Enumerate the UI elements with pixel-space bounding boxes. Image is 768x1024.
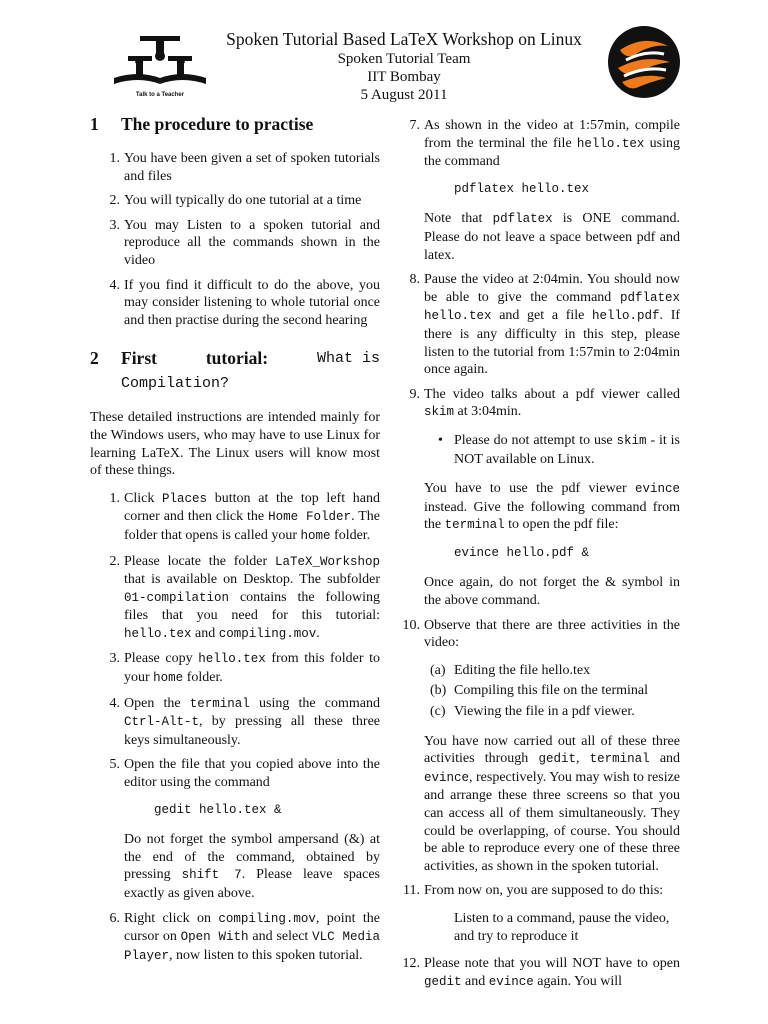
section-2-heading: 2 First tutorial: What is Compilation? (90, 348, 380, 393)
list-item: 2. Please locate the folder LaTeX_Workshop that is available on Desktop. The subfolder 01-compilation contains the following files that you need for this tutorial: hello.tex and compiling.mov. (90, 553, 380, 644)
activities-list (424, 662, 680, 721)
document-date: 5 August 2011 (360, 87, 448, 103)
logo-caption: Talk to a Teacher (135, 92, 185, 98)
spoken-tutorial-logo (606, 24, 682, 100)
item-number: 11. (403, 883, 420, 899)
steps-list (90, 490, 380, 966)
list-item: 10. Observe that there are three activities in the video: (a) Editing the file hello.tex (b) Compiling this file on the terminal (c) Viewing the file in a pdf viewer. You have now carried out all of these three activities through gedit, terminal and evince, respectively. You may wish to resize and arrange these three screens so that you can access all of them simultaneously. They could be overlapping, of course. You should be able to reproduce every one of these three activities, as shown in the spoken tutorial. (400, 617, 680, 876)
item-text: You have been given a set of spoken tutorials and files (124, 151, 380, 184)
document-title: Spoken Tutorial Based LaTeX Workshop on Linux (226, 29, 582, 49)
activity-item: (b) Compiling this file on the terminal (430, 683, 649, 699)
command-block: pdflatex hello.tex (454, 181, 590, 196)
right-column (400, 117, 680, 998)
steps-list-continued (400, 117, 680, 991)
list-item: 7. As shown in the video at 1:57min, compile from the terminal the file hello.tex using the command pdflatex hello.tex Note that pdflatex is ONE command. Please do not leave a space between pdf and latex. (400, 117, 680, 264)
item-number: 3. (109, 651, 120, 667)
item-number: 3. (109, 217, 120, 233)
list-item: 3. Please copy hello.tex from this folder to your home folder. (90, 650, 380, 687)
item-number: 10. (402, 617, 420, 633)
item-number: 6. (109, 910, 120, 926)
list-item (90, 277, 380, 330)
list-item: 5. Open the file that you copied above into the editor using the command gedit hello.tex & Do not forget the symbol ampersand (&) at the end of the command, obtained by pressing shift 7. Please leave spaces exactly as given above. (90, 756, 380, 902)
item-number: 4. (109, 695, 120, 711)
list-item: 4. Open the terminal using the command Ctrl-Alt-t, by pressing all these three keys simultaneously. (90, 695, 380, 750)
item-number: 9. (409, 386, 420, 402)
talk-to-a-teacher-logo (112, 34, 208, 100)
list-item: 1. Click Places button at the top left hand corner and then click the Home Folder. The folder that opens is called your home folder. (90, 490, 380, 546)
item-number: 1. (109, 151, 120, 166)
institute: IIT Bombay (367, 69, 441, 85)
command-block: gedit hello.tex & (154, 802, 282, 817)
list-item (90, 192, 380, 210)
item-number: 5. (109, 757, 120, 773)
item-text: You may Listen to a spoken tutorial and reproduce all the commands shown in the video (124, 217, 380, 268)
item-number: 12. (402, 956, 420, 972)
item-number: 4. (109, 277, 120, 293)
item-number: 7. (409, 118, 420, 133)
left-column (90, 112, 380, 972)
item-number: 2. (109, 553, 120, 569)
list-item: 8. Pause the video at 2:04min. You should now be able to give the command pdflatex hello.tex and get a file hello.pdf. If there is any difficulty in this step, please listen to the tutorial from 1:57min to 2:04min once again. (400, 271, 680, 379)
section-number: 1 (90, 114, 99, 134)
author-team: Spoken Tutorial Team (337, 51, 471, 67)
item-number: 2. (109, 193, 120, 209)
list-item: 9. The video talks about a pdf viewer called skim at 3:04min. • Please do not attempt to use skim - it is NOT available on Linux. You have to use the pdf viewer evince instead. Give the following command from the terminal to open the pdf file: evince hello.pdf & Once again, do not forget the & symbol in the above command. (400, 386, 680, 610)
document-header (200, 28, 608, 104)
item-number: 1. (109, 490, 120, 506)
list-item (90, 150, 380, 185)
item-text: You will typically do one tutorial at a time (124, 193, 362, 209)
list-item: 6. Right click on compiling.mov, point the cursor on Open With and select VLC Media Player, now listen to this spoken tutorial. (90, 910, 380, 966)
command-block: evince hello.pdf & (454, 545, 590, 560)
item-number: 8. (409, 272, 420, 288)
item-text: If you find it difficult to do the above, you may consider listening to whole tutorial once and then practise during the second hearing (124, 277, 380, 328)
activity-item: (a) Editing the file hello.tex (430, 662, 591, 678)
list-item (90, 217, 380, 270)
list-item: 11. From now on, you are supposed to do this: Listen to a command, pause the video, and try to reproduce it (400, 882, 680, 945)
bullet-item: • Please do not attempt to use skim - it is NOT available on Linux. (438, 432, 680, 467)
section-title: The procedure to practise (121, 114, 314, 134)
section-number: 2 (90, 348, 99, 369)
activity-item: (c) Viewing the file in a pdf viewer. (430, 704, 635, 720)
quote-block: Listen to a command, pause the video, and try to reproduce it (454, 910, 670, 944)
procedure-list (90, 150, 380, 329)
list-item: 12. Please note that you will NOT have to open gedit and evince again. You will (400, 955, 680, 991)
section-2-intro: These detailed instructions are intended mainly for the Windows users, who may have to use Linux for learning LaTeX. The Linux users will know most of these things. (90, 410, 380, 479)
section-1-heading (90, 112, 380, 136)
